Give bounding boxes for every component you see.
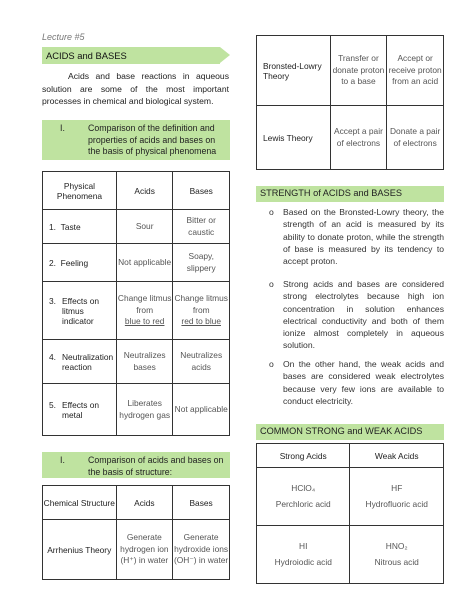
row-label-text: Feeling: [60, 257, 89, 268]
header-acids: Acids: [116, 172, 173, 210]
table-row: [257, 468, 444, 526]
table-row: [43, 340, 230, 384]
row-label: [43, 340, 117, 384]
base-cell: Soapy, slippery: [173, 244, 230, 282]
row-label: [43, 244, 117, 282]
theories-continued-table: [256, 35, 444, 170]
row-label: [43, 384, 117, 436]
acid-formula: HNO₂: [385, 541, 408, 551]
bullet-list: [256, 278, 444, 352]
acid-cell: Liberates hydrogen gas: [116, 384, 173, 436]
acid-cell: Not applicable: [116, 244, 173, 282]
list-item: [256, 278, 444, 352]
table-row: [43, 520, 230, 580]
bullet-text: Strong acids and bases are considered strong electrolytes because high ion concentration in solution enhances electrical conductivity and both of them ionize almost completely in aqueous solution.: [283, 279, 444, 351]
acids-bases-title: ACIDS and BASES: [42, 47, 220, 64]
row-label-text: Taste: [60, 221, 81, 232]
table-row: [257, 36, 444, 106]
header-physical-phenomena: Physical Phenomena: [43, 172, 117, 210]
list-item: [256, 358, 444, 407]
acid-name: Perchloric acid: [275, 498, 331, 509]
acid-cell: Neutralizes bases: [116, 340, 173, 384]
bullet-list: [256, 206, 444, 267]
table-header-row: [43, 172, 230, 210]
acid-name: Nitrous acid: [374, 556, 419, 567]
strong-acid-cell: [257, 526, 350, 584]
row-number: 2.: [49, 257, 56, 268]
row-label-text: Effects on metal: [62, 399, 100, 420]
list-item: [256, 206, 444, 267]
row-number: 5.: [49, 399, 56, 410]
physical-comparison-table: [42, 171, 230, 436]
weak-acid-cell: [350, 468, 444, 526]
acid-name: Hydroiodic acid: [274, 556, 332, 567]
lecture-label: Lecture #5: [42, 32, 85, 42]
table-row: [43, 384, 230, 436]
acid-cell: [116, 282, 173, 340]
row-number: 3.: [49, 295, 56, 306]
header-weak-acids: Weak Acids: [350, 444, 444, 468]
header-chemical-structure: Chemical Structure: [43, 486, 117, 520]
bullet-marker: o: [269, 359, 274, 369]
header-acids: Acids: [116, 486, 173, 520]
section-title: Comparison of acids and bases on the basis of structure:: [88, 455, 224, 477]
acid-name: Hydrofluoric acid: [365, 498, 428, 509]
section-title: Comparison of the definition and properties of acids and bases on the basis of physical phenomena: [88, 123, 217, 156]
row-label: [43, 210, 117, 244]
section-heading-structure: [42, 452, 230, 478]
base-cell: Bitter or caustic: [173, 210, 230, 244]
title-arrow: [220, 47, 230, 63]
table-row: [43, 244, 230, 282]
table-row: [43, 282, 230, 340]
section-number: I.: [60, 123, 65, 133]
table-row: [257, 526, 444, 584]
table-row: [43, 210, 230, 244]
weak-acid-cell: [350, 526, 444, 584]
common-acids-table: [256, 443, 444, 584]
bullet-list: [256, 358, 444, 407]
base-cell-text: Change litmus from: [174, 293, 228, 315]
bullet-marker: o: [269, 279, 274, 289]
row-label: Lewis Theory: [257, 106, 331, 170]
table-header-row: [257, 444, 444, 468]
acid-formula: HF: [391, 483, 403, 493]
base-cell: Generate hydroxide ions (OH⁻) in water: [173, 520, 230, 580]
acid-cell: Transfer or donate proton to a base: [330, 36, 387, 106]
table-row: [257, 106, 444, 170]
header-bases: Bases: [173, 486, 230, 520]
section-number: I.: [60, 455, 65, 465]
row-label-text: Effects on litmus indicator: [62, 295, 100, 326]
base-cell: [173, 282, 230, 340]
row-number: 1.: [49, 221, 56, 232]
acid-cell-underlined: blue to red: [124, 316, 165, 327]
header-bases: Bases: [173, 172, 230, 210]
common-acids-heading: COMMON STRONG and WEAK ACIDS: [256, 424, 444, 440]
base-cell: Donate a pair of electrons: [387, 106, 444, 170]
bullet-text: Based on the Bronsted-Lowry theory, the strength of an acid is measured by its ability to donate proton, while the strength of base is measured by its tendency to accept proton.: [283, 207, 444, 267]
section-heading-physical: [42, 120, 230, 160]
header-strong-acids: Strong Acids: [257, 444, 350, 468]
acid-formula: HI: [299, 541, 308, 551]
bullet-text: On the other hand, the weak acids and bases are considered weak electrolytes because very few ions are available to conduct electricity.: [283, 359, 444, 406]
row-label: [43, 282, 117, 340]
acid-cell-text: Change litmus from: [117, 293, 172, 315]
acid-formula: HClO₄: [291, 483, 316, 493]
row-number: 4.: [49, 351, 56, 362]
acid-cell: Sour: [116, 210, 173, 244]
table-header-row: [43, 486, 230, 520]
acid-cell: Accept a pair of electrons: [330, 106, 387, 170]
base-cell: Neutralizes acids: [173, 340, 230, 384]
strength-heading: STRENGTH of ACIDS and BASES: [256, 186, 444, 202]
row-label-text: Neutralization reaction: [62, 351, 114, 372]
base-cell: Not applicable: [173, 384, 230, 436]
base-cell-underlined: red to blue: [181, 316, 221, 327]
row-label: Arrhenius Theory: [43, 520, 117, 580]
base-cell: Accept or receive proton from an acid: [387, 36, 444, 106]
acid-cell: Generate hydrogen ion (H⁺) in water: [116, 520, 173, 580]
strong-acid-cell: [257, 468, 350, 526]
bullet-marker: o: [269, 207, 274, 217]
structure-comparison-table: [42, 485, 230, 580]
row-label: Bronsted-Lowry Theory: [257, 36, 331, 106]
intro-paragraph: Acids and base reactions in aqueous solution are some of the most important processes in chemical and biological system.: [42, 71, 229, 107]
